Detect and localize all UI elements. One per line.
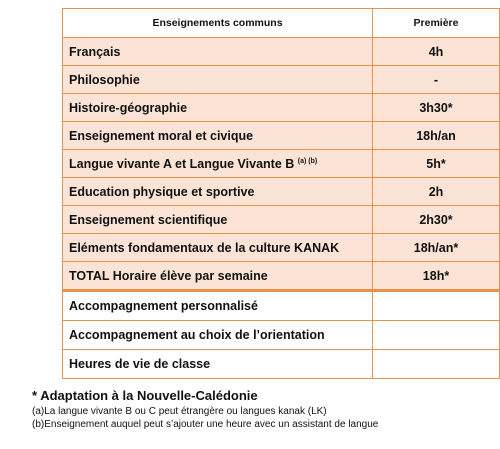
subject-cell: Education physique et sportive	[63, 178, 373, 206]
subject-cell: Enseignement scientifique	[63, 206, 373, 234]
table-row	[63, 291, 500, 321]
subject-text: Langue vivante A et Langue Vivante B	[69, 156, 295, 171]
table-row	[63, 38, 500, 66]
footnote-b: (b)Enseignement auquel peut s’ajouter une heure avec un assistant de langue	[32, 419, 379, 430]
header-subject: Enseignements communs	[63, 9, 373, 38]
subject-cell: Accompagnement personnalisé	[63, 291, 373, 321]
hours-cell: 2h	[373, 178, 500, 206]
hours-cell: 2h30*	[373, 206, 500, 234]
table-row	[63, 206, 500, 234]
hours-cell: 18h/an*	[373, 234, 500, 262]
subject-cell: Philosophie	[63, 66, 373, 94]
subject-cell: Heures de vie de classe	[63, 350, 373, 379]
curriculum-table	[62, 8, 500, 379]
table-row	[63, 321, 500, 350]
table-row	[63, 234, 500, 262]
hours-cell	[373, 350, 500, 379]
table-row	[63, 66, 500, 94]
subject-cell	[63, 150, 373, 178]
header-grade: Première	[373, 9, 500, 38]
footnote-marker: (a) (b)	[297, 157, 318, 165]
footnote-title: * Adaptation à la Nouvelle-Calédonie	[32, 388, 258, 403]
subject-cell: Histoire-géographie	[63, 94, 373, 122]
hours-cell: 18h/an	[373, 122, 500, 150]
table-row	[63, 150, 500, 178]
curriculum-table-container	[62, 8, 499, 379]
total-label: TOTAL Horaire élève par semaine	[63, 262, 373, 291]
footnote-a: (a)La langue vivante B ou C peut étrangère ou langues kanak (LK)	[32, 406, 327, 417]
hours-cell: 5h*	[373, 150, 500, 178]
subject-cell: Accompagnement au choix de l’orientation	[63, 321, 373, 350]
hours-cell	[373, 291, 500, 321]
hours-cell: 4h	[373, 38, 500, 66]
subject-cell: Français	[63, 38, 373, 66]
total-hours: 18h*	[373, 262, 500, 291]
table-header-row	[63, 9, 500, 38]
subject-cell: Eléments fondamentaux de la culture KANAK	[63, 234, 373, 262]
table-row	[63, 350, 500, 379]
table-row	[63, 178, 500, 206]
footnotes	[32, 388, 492, 431]
table-row	[63, 122, 500, 150]
hours-cell: 3h30*	[373, 94, 500, 122]
hours-cell: -	[373, 66, 500, 94]
table-row	[63, 94, 500, 122]
subject-cell: Enseignement moral et civique	[63, 122, 373, 150]
hours-cell	[373, 321, 500, 350]
total-row	[63, 262, 500, 291]
